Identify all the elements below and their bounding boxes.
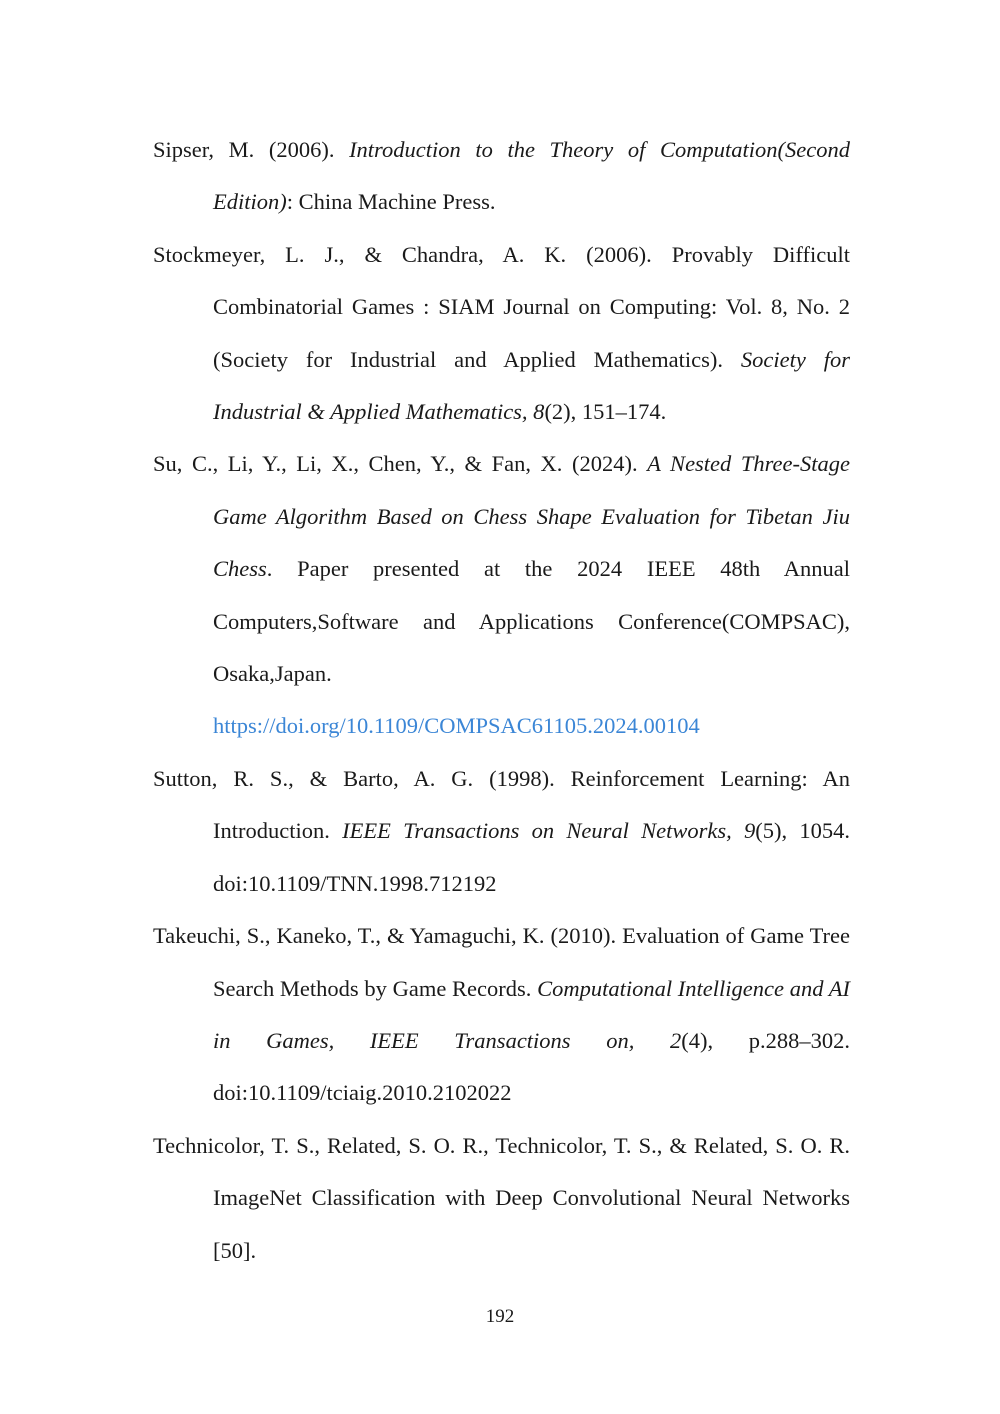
reference-authors: Stockmeyer, L. J., & Chandra, A. K. (2006). Provably Difficult Combinatorial Games : SIAM Journal on Computing: Vol. 8, No. 2 (Society for Industrial and Applied Mathematics). [153, 241, 850, 372]
reference-journal: Computational Intelligence and AI in Games, IEEE Transactions on, 2 [213, 975, 850, 1053]
reference-journal: IEEE Transactions on Neural Networks, 9 [342, 818, 756, 844]
reference-authors: Sipser, M. (2006). [153, 137, 350, 162]
reference-title: A Nested Three-Stage Game Algorithm Based on Chess Shape Evaluation for Tibetan Jiu Chess [213, 451, 850, 582]
reference-journal: Society for Industrial & Applied Mathematics, 8 [213, 346, 850, 425]
reference-list [153, 124, 850, 1277]
reference-authors: Takeuchi, S., Kaneko, T., & Yamaguchi, K. (2010). Evaluation of Game Tree Search Methods by Game Records. [153, 923, 850, 1001]
reference-entry-stockmeyer [153, 229, 850, 439]
reference-authors: Sutton, R. S., & Barto, A. G. (1998). Reinforcement Learning: An Introduction. [153, 765, 850, 844]
reference-entry-sutton [153, 753, 850, 910]
reference-details: (4), p.288–302. doi:10.1109/tciaig.2010.2102022 [213, 1027, 850, 1106]
reference-authors: Su, C., Li, Y., Li, X., Chen, Y., & Fan, X. (2024). [153, 451, 648, 477]
reference-details: (2), 151–174. [544, 399, 667, 425]
page-number: 192 [485, 1306, 515, 1327]
reference-text: Technicolor, T. S., Related, S. O. R., Technicolor, T. S., & Related, S. O. R. ImageNet Classification with Deep Convolutional Neural Networks [50]. [153, 1132, 850, 1263]
reference-entry-takeuchi [153, 910, 850, 1120]
reference-doi-link[interactable]: https://doi.org/10.1109/COMPSAC61105.2024.00104 [213, 713, 700, 739]
reference-details: : China Machine Press. [286, 189, 496, 215]
reference-entry-technicolor [153, 1120, 850, 1277]
reference-details: (5), 1054. doi:10.1109/TNN.1998.712192 [213, 818, 850, 896]
reference-title: Introduction to the Theory of Computation(Second Edition) [213, 137, 850, 215]
reference-entry-sipser [153, 124, 850, 229]
reference-entry-su [153, 438, 850, 752]
reference-details: . Paper presented at the 2024 IEEE 48th Annual Computers,Software and Applications Conference(COMPSAC), Osaka,Japan. [213, 556, 850, 687]
